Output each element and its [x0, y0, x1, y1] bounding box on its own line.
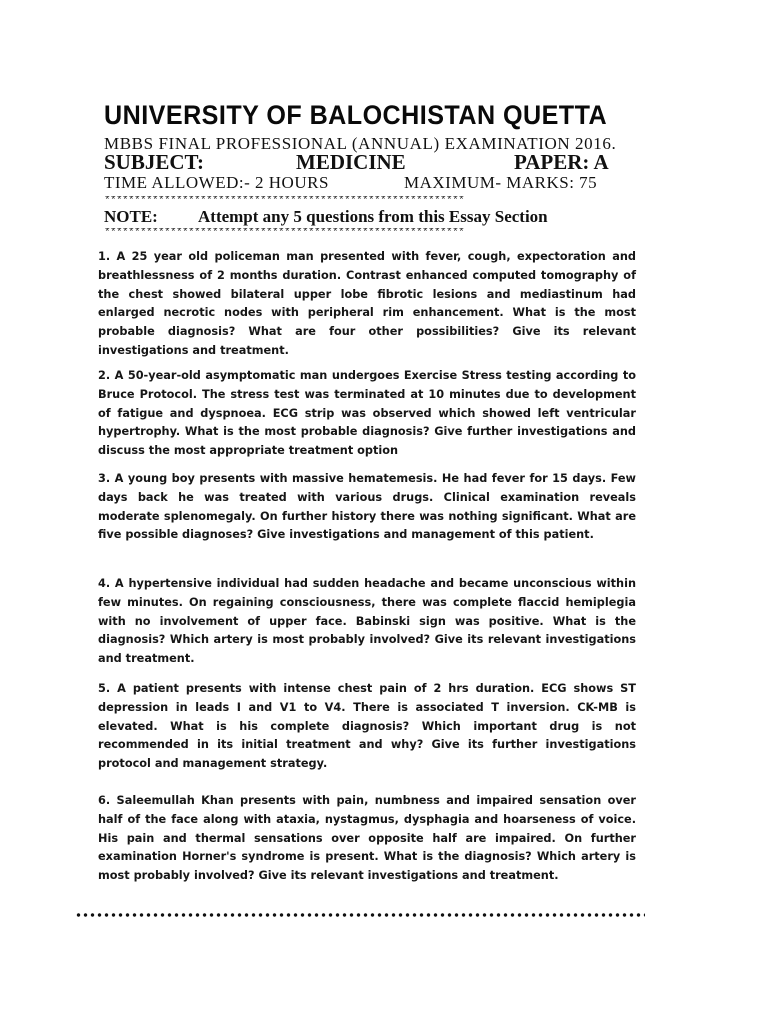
exam-title: MBBS FINAL PROFESSIONAL (ANNUAL) EXAMINATION 2016.	[104, 134, 617, 153]
time-marks-row	[104, 173, 634, 197]
subject-label: SUBJECT:	[104, 150, 204, 174]
note-label: NOTE:	[104, 207, 158, 226]
subject-value: MEDICINE	[296, 150, 406, 174]
note-text: Attempt any 5 questions from this Essay Section	[198, 207, 548, 226]
separator-stars-bottom: ************************************************************	[104, 228, 465, 238]
maximum-marks: MAXIMUM- MARKS: 75	[404, 173, 598, 192]
university-title: UNIVERSITY OF BALOCHISTAN QUETTA	[104, 100, 608, 130]
question-1: 1. A 25 year old policeman man presented with fever, cough, expectoration and breathlessness of 2 months duration. Contrast enhanced computed tomography of the chest showed bilateral upper lobe fibrotic lesions and mediastinum had enlarged necrotic nodes with peripheral rim enhancement. What is the most probable diagnosis? What are four other possibilities? Give its relevant investigations and treatment.	[98, 250, 636, 357]
time-allowed: TIME ALLOWED:- 2 HOURS	[104, 173, 329, 192]
bottom-dotted-rule	[75, 912, 645, 918]
question-4: 4. A hypertensive individual had sudden headache and became unconscious within few minutes. On regaining consciousness, there was complete flaccid hemiplegia with no involvement of upper face. Babinski sign was positive. What is the diagnosis? Which artery is most probably involved? Give its relevant investigations and treatment.	[98, 577, 636, 666]
separator-stars-top: ************************************************************	[104, 196, 465, 206]
question-5: 5. A patient presents with intense chest pain of 2 hrs duration. ECG shows ST depression in leads I and V1 to V4. There is associated T inversion. CK-MB is elevated. What is his complete diagnosis? Which important drug is not recommended in its initial treatment and why? Give its further investigations protocol and management strategy.	[98, 682, 636, 771]
paper-label: PAPER: A	[514, 150, 609, 174]
question-2: 2. A 50-year-old asymptomatic man undergoes Exercise Stress testing according to Bruce Protocol. The stress test was terminated at 10 minutes due to development of fatigue and dyspnoea. ECG strip was observed which showed left ventricular hypertrophy. What is the most probable diagnosis? Give further investigations and discuss the most appropriate treatment option	[98, 369, 636, 458]
question-6: 6. Saleemullah Khan presents with pain, numbness and impaired sensation over half of the face along with ataxia, nystagmus, dysphagia and hoarseness of voice. His pain and thermal sensations over opposite half are impaired. On further examination Horner's syndrome is present. What is the diagnosis? Which artery is most probably involved? Give its relevant investigations and treatment.	[98, 794, 636, 883]
question-3: 3. A young boy presents with massive hematemesis. He had fever for 15 days. Few days back he was treated with various drugs. Clinical examination reveals moderate splenomegaly. On further history there was nothing significant. What are five possible diagnoses? Give investigations and management of this patient.	[98, 472, 636, 542]
